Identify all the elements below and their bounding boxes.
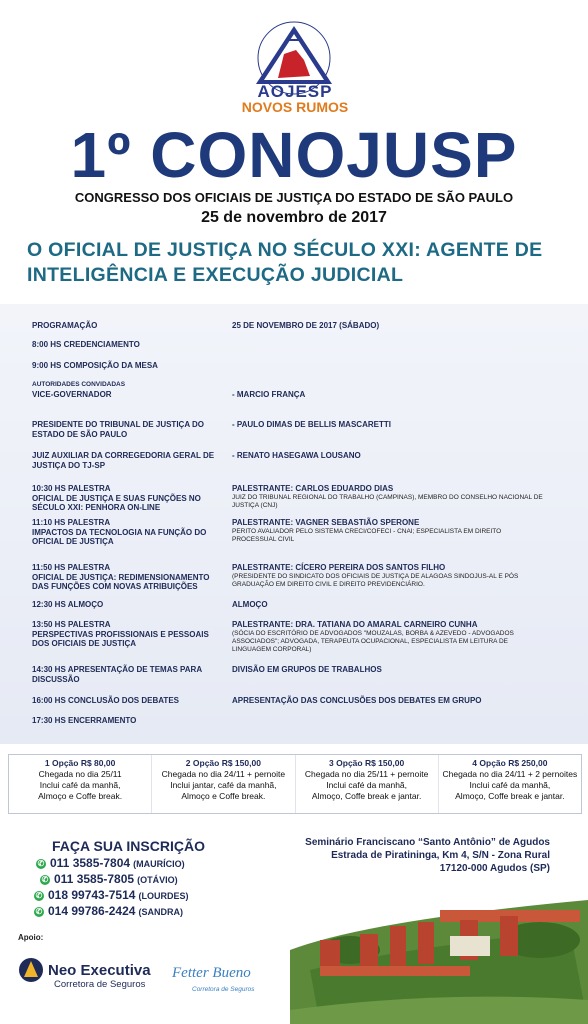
option-line: Chegada no dia 25/11 [38,769,122,779]
palestrante-3 [232,563,562,589]
option-head: 3 Opção R$ 150,00 [329,758,405,768]
conclusao-right: APRESENTAÇÃO DAS CONCLUSÕES DOS DEBATES EM GRUPO [232,696,482,705]
palestra-3 [32,563,222,592]
option-1 [9,755,152,813]
item-almoco: 12:30 HS ALMOÇO [32,600,104,609]
fetter-bueno-name: Fetter Bueno [172,965,251,981]
speaker-bio: LINGUAGEM CORPORAL) [232,645,312,653]
neo-executiva-sub: Corretora de Seguros [54,979,146,990]
tj-name: - PAULO DIMAS DE BELLIS MASCARETTI [232,420,391,429]
phone-contact: (SANDRA) [138,907,183,917]
apoio-label: Apoio: [18,933,44,942]
speaker-bio: JUIZ DO TRIBUNAL REGIONAL DO TRABALHO (CAMPINAS), MEMBRO DO CONSELHO NACIONAL DE [232,493,543,501]
juiz-name: - RENATO HASEGAWA LOUSANO [232,451,361,460]
palestra-title: DOS OFICIAIS DE JUSTIÇA [32,639,137,648]
vice-label: VICE-GOVERNADOR [32,390,112,399]
tj-label-line: ESTADO DE SÃO PAULO [32,429,128,439]
speaker-name: PALESTRANTE: CARLOS EDUARDO DIAS [232,484,394,493]
option-head: 4 Opção R$ 250,00 [472,758,548,768]
theme-line: O OFICIAL DE JUSTIÇA NO SÉCULO XXI: AGENTE DE [27,239,543,261]
phone-sandra[interactable] [34,904,183,918]
palestra-time: 10:30 HS PALESTRA [32,484,111,493]
phone-lourdes[interactable] [34,888,188,902]
venue-line: Seminário Franciscano “Santo Antônio” de Agudos [305,837,550,848]
speaker-bio: (SÓCIA DO ESCRITÓRIO DE ADVOGADOS "MOUZALAS, BORBA & AZEVEDO - ADVOGADOS [232,629,514,637]
palestra-time: 13:50 HS PALESTRA [32,620,111,629]
speaker-bio: GRADUAÇÃO EM DIREITO CIVIL E DIREITO PREVIDENCIÁRIO. [232,580,425,588]
phone-contact: (MAURÍCIO) [133,859,185,869]
palestra-2 [32,518,222,547]
whatsapp-icon: ✆ [35,907,43,917]
palestrante-4 [232,620,562,654]
phone-otavio[interactable] [40,872,178,886]
almoco-right: ALMOÇO [232,600,268,609]
phone-contact: (OTÁVIO) [137,875,178,885]
palestra-title: SÉCULO XXI: PENHORA ON-LINE [32,503,161,512]
venue-line: Estrada de Piratininga, Km 4, S/N - Zona Rural [331,850,550,861]
palestra-4 [32,620,222,649]
palestra-title: OFICIAL DE JUSTIÇA [32,537,114,546]
palestra-title: OFICIAL DE JUSTIÇA: REDIMENSIONAMENTO [32,572,210,582]
whatsapp-icon: ✆ [35,891,43,901]
option-line: Inclui café da manhã, [39,780,121,790]
option-line: Chegada no dia 24/11 + 2 pernoites [442,769,578,779]
phone-icon: ✆ [37,859,45,869]
palestrante-2 [232,518,562,544]
juiz-label-line: JUSTIÇA DO TJ-SP [32,460,106,470]
phone-number[interactable]: 011 3585-7804 [50,856,131,870]
inscricao-title: FAÇA SUA INSCRIÇÃO [52,838,205,854]
program-label: PROGRAMAÇÃO [32,321,98,330]
venue-aerial-photo [290,880,588,1024]
option-line: Inclui café da manhã, [469,780,551,790]
speaker-name: PALESTRANTE: VAGNER SEBASTIÃO SPERONE [232,518,420,527]
phone-number[interactable]: 014 99786-2424 [48,904,136,918]
vice-name: - MARCIO FRANÇA [232,390,306,399]
phone-contact: (LOURDES) [138,891,189,901]
tj-label-line: PRESIDENTE DO TRIBUNAL DE JUSTIÇA DO [32,420,205,429]
neo-executiva-logo-icon [18,955,44,985]
item-encerramento: 17:30 HS ENCERRAMENTO [32,716,137,725]
palestra-title: IMPACTOS DA TECNOLOGIA NA FUNÇÃO DO [32,527,207,537]
item-composicao: 9:00 HS COMPOSIÇÃO DA MESA [32,361,158,370]
speaker-bio: PERITO AVALIADOR PELO SISTEMA CRECI/COFECI - CNAI; ESPECIALISTA EM DIREITO [232,527,502,535]
program-date: 25 DE NOVEMBRO DE 2017 (SÁBADO) [232,321,380,330]
juiz-label-line: JUIZ AUXILIAR DA CORREGEDORIA GERAL DE [32,451,215,460]
venue-address [300,836,550,875]
page-subtitle: CONGRESSO DOS OFICIAIS DE JUSTIÇA DO ESTADO DE SÃO PAULO [74,190,514,205]
phone-number[interactable]: 018 99743-7514 [48,888,136,902]
palestra-time: 11:50 HS PALESTRA [32,563,111,572]
phone-icon: ✆ [41,875,49,885]
apresentacao-line: 14:30 HS APRESENTAÇÃO DE TEMAS PARA [32,665,203,674]
option-line: Almoço, Coffe break e jantar. [455,791,565,801]
speaker-bio: PROCESSUAL CIVIL [232,535,295,543]
option-3 [296,755,439,813]
option-line: Inclui café da manhã, [326,780,408,790]
option-line: Almoço, Coffe break e jantar. [311,791,422,801]
pricing-options [8,754,582,814]
neo-executiva-name: Neo Executiva [48,962,151,979]
palestra-time: 11:10 HS PALESTRA [32,518,111,527]
speaker-bio: ASSOCIADOS"; ADVOGADA, TERAPEUTA OCUPACIONAL, ESPECIALISTA EM LEITURA DE [232,637,508,645]
palestra-title: OFICIAL DE JUSTIÇA E SUAS FUNÇÕES NO [32,493,201,503]
palestra-1 [32,484,222,513]
item-credenciamento: 8:00 HS CREDENCIAMENTO [32,340,140,349]
phone-number[interactable]: 011 3585-7805 [54,872,135,886]
apresentacao-right: DIVISÃO EM GRUPOS DE TRABALHOS [232,665,382,674]
palestra-title: PERSPECTIVAS PROFISSIONAIS E PESSOAIS [32,629,209,639]
option-line: Almoço e Coffe break. [38,791,123,801]
speaker-bio: (PRESIDENTE DO SINDICATO DOS OFICIAIS DE JUSTIÇA DE ALAGOAS SINDOJUS-AL E PÓS [232,572,519,580]
logo-slogan: NOVOS RUMOS [241,99,349,115]
option-2 [152,755,295,813]
apresentacao-line: DISCUSSÃO [32,674,80,684]
option-line: Chegada no dia 24/11 + pernoite [161,769,286,779]
juiz-label [32,451,222,470]
option-line: Chegada no dia 25/11 + pernoite [304,769,429,779]
speaker-name: PALESTRANTE: DRA. TATIANA DO AMARAL CARNEIRO CUNHA [232,620,478,629]
option-line: Almoço e Coffe break. [181,791,266,801]
option-head: 1 Opção R$ 80,00 [44,758,116,768]
option-head: 2 Opção R$ 150,00 [185,758,261,768]
event-date: 25 de novembro de 2017 [201,209,387,226]
palestra-title: DAS FUNÇÕES COM NOVAS ATRIBUIÇÕES [32,582,198,591]
tj-label [32,420,222,439]
page-title: 1º CONOJUSP [70,119,518,191]
phone-maurício[interactable] [36,856,185,870]
venue-line: 17120-000 Agudos (SP) [439,863,550,874]
speaker-bio: JUSTIÇA (CNJ) [232,501,278,509]
theme-line: INTELIGÊNCIA E EXECUÇÃO JUDICIAL [27,264,404,286]
item-conclusao: 16:00 HS CONCLUSÃO DOS DEBATES [32,696,179,705]
autoridades-label: AUTORIDADES CONVIDADAS [32,381,126,388]
option-4 [439,755,581,813]
event-theme [27,238,567,288]
palestrante-1 [232,484,562,510]
speaker-name: PALESTRANTE: CÍCERO PEREIRA DOS SANTOS FILHO [232,563,446,572]
item-apresentacao [32,665,222,684]
option-line: Inclui jantar, café da manhã, [170,780,277,790]
logo-org-name: AOJESP [257,82,333,101]
fetter-bueno-sub: Corretora de Seguros [192,986,255,993]
